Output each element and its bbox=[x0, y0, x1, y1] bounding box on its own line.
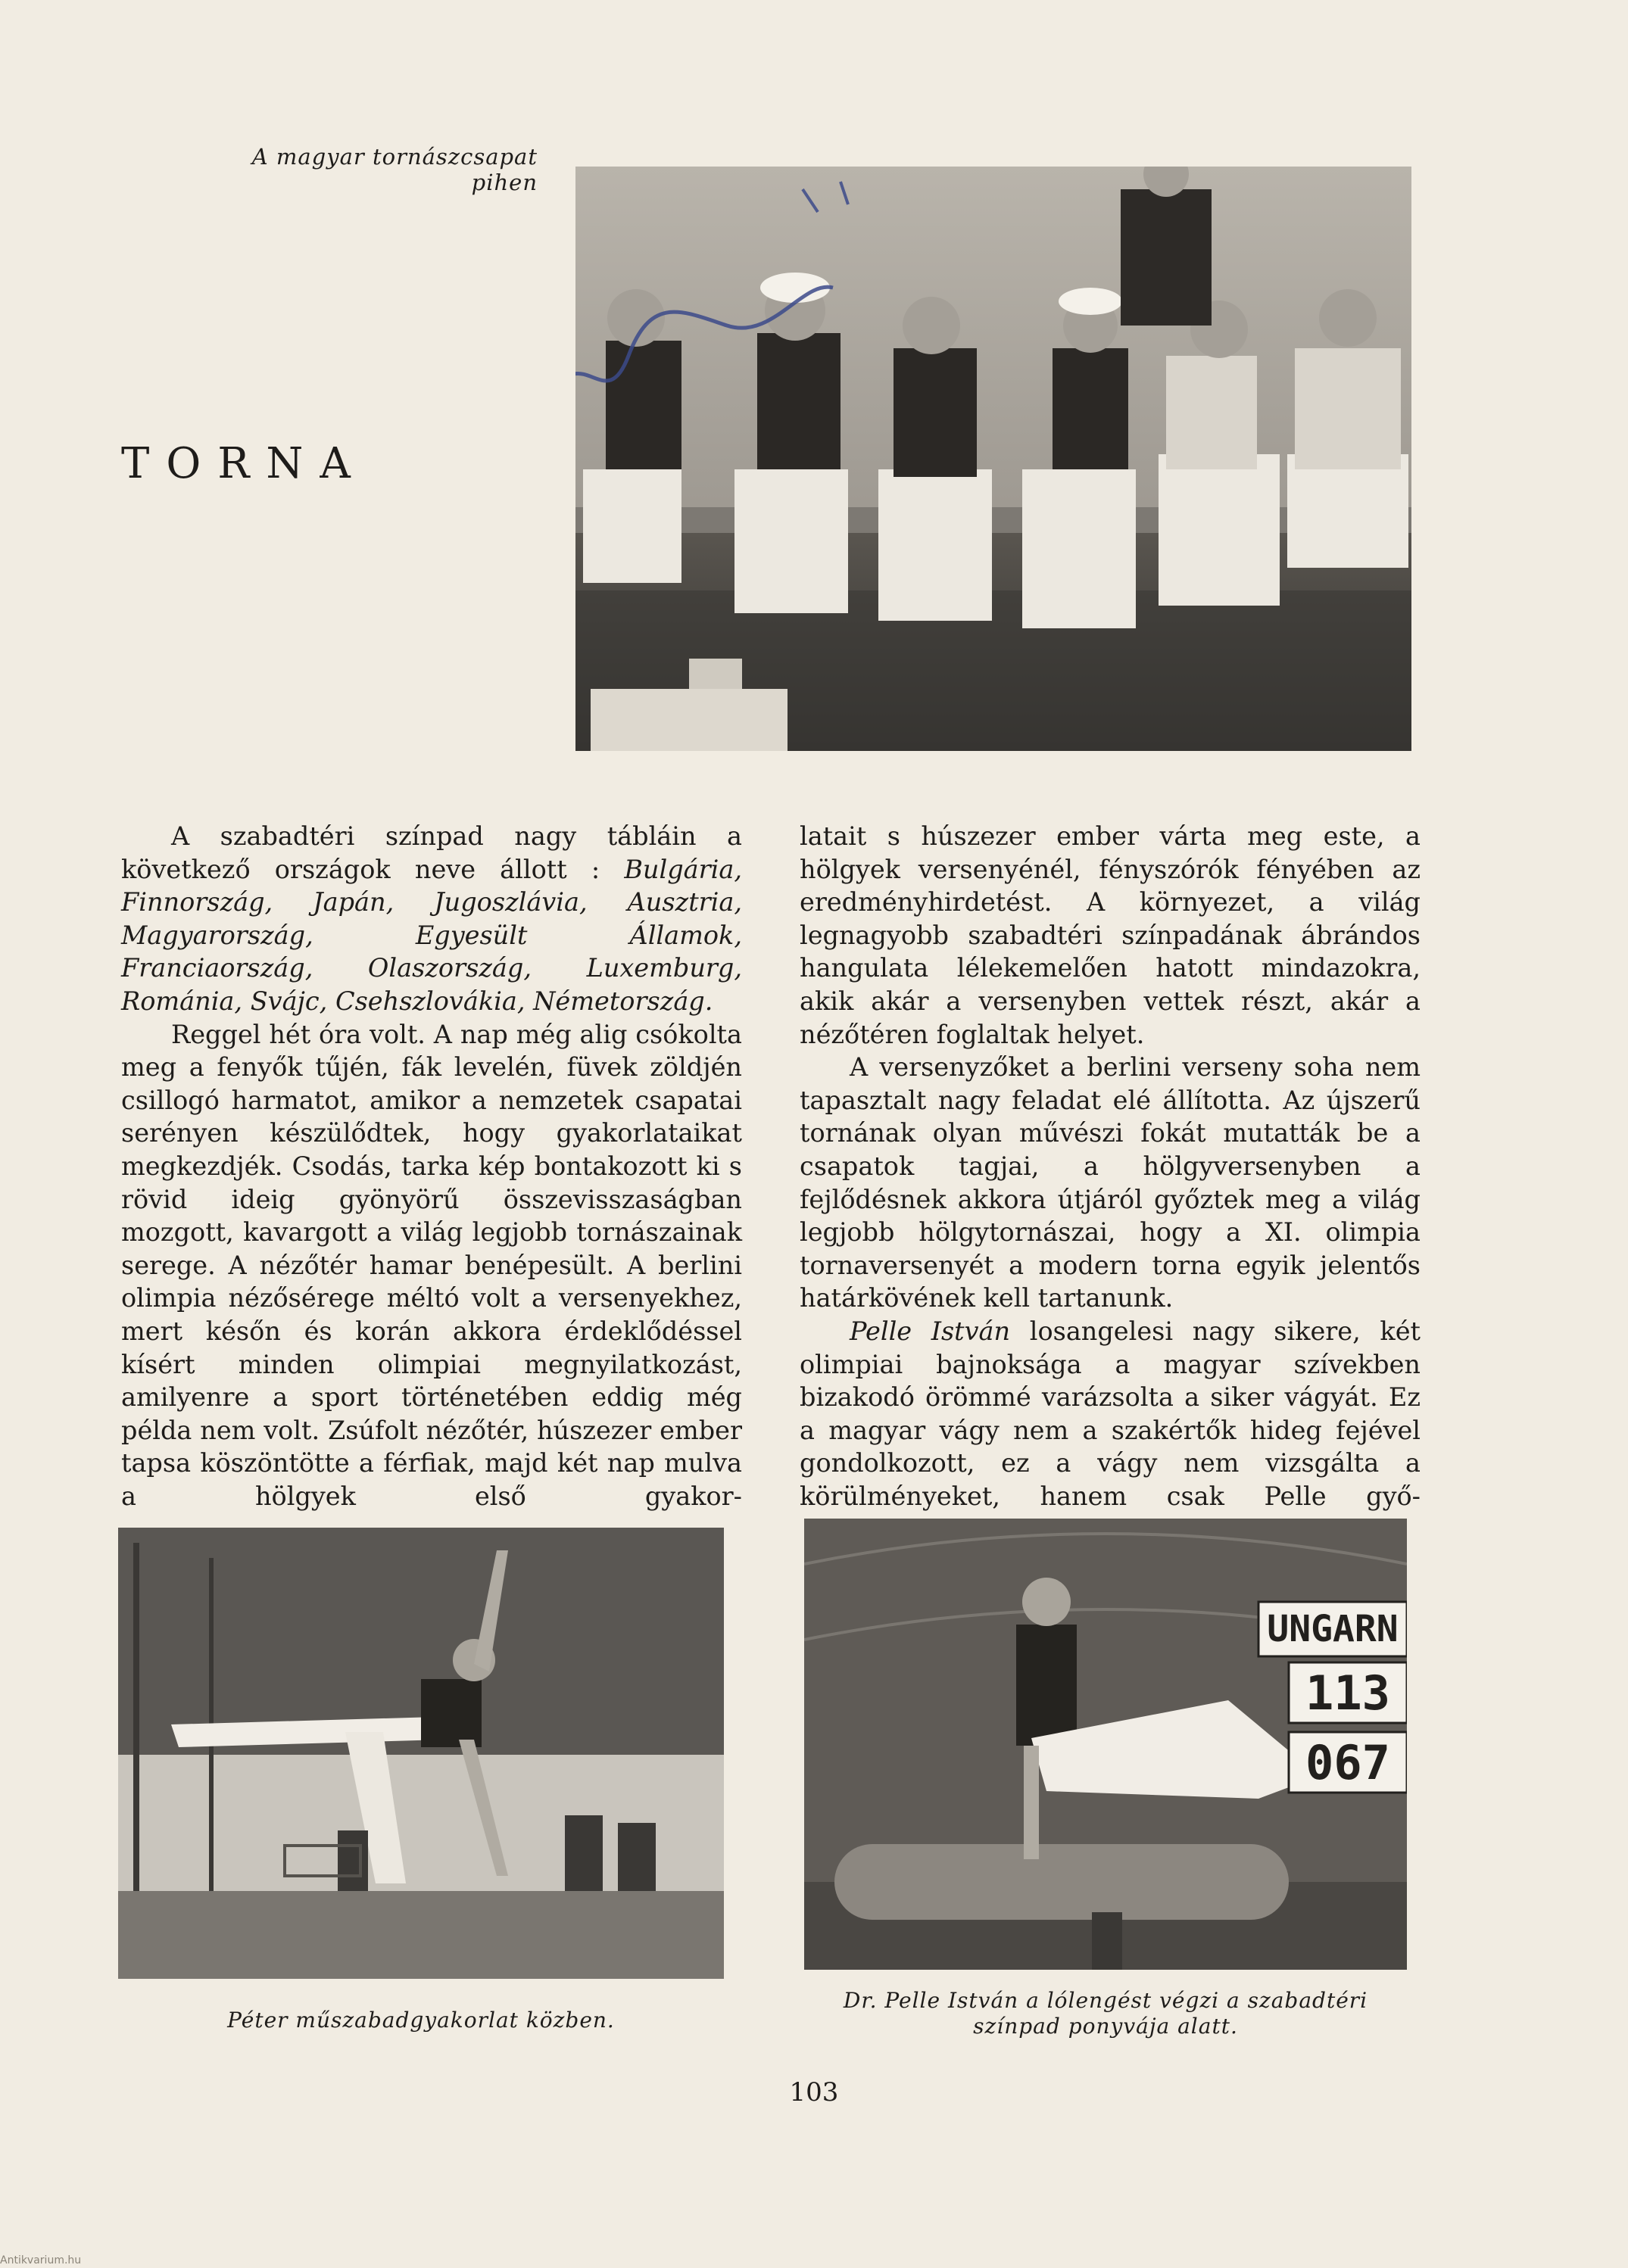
countries-intro: A szabadtéri színpad nagy tábláin a következő országok neve állott : bbox=[121, 821, 742, 884]
page-number: 103 bbox=[789, 2077, 839, 2108]
left-text-column bbox=[121, 820, 742, 1513]
top-photo-caption: A magyar tornászcsapat pihen bbox=[251, 144, 538, 195]
competitors-text: A versenyzőket a berlini verseny soha nem tapasztalt nagy feladat elé állította. Az újszerű tornának olyan művészi fokát mutatták be a csapatok tagjai, a hölgyversenyben a fejlődésnek akkora útjáról győztek meg a világ legjobb hölgytornászai, hogy a XI. olimpia tornaversenyét a modern torna egyik jelentős határkövének kell tartanunk. bbox=[800, 1052, 1421, 1313]
pommel-horse-image bbox=[804, 1519, 1407, 1970]
scoreboard-country: UNGARN bbox=[1267, 1608, 1399, 1650]
pelle-name: Pelle István bbox=[850, 1316, 1011, 1346]
pelle-text: losangelesi nagy sikere, két olimpiai bajnoksága a magyar szívekben bizakodó örömmé varázsolta a siker vágyát. Ez a magyar vágy nem a szakértők hideg fejével gondolkozott, ez a vágy nem vizsgálta a körülményeket, hanem csak Pelle győ- bbox=[800, 1316, 1421, 1511]
paragraph-continuation bbox=[800, 820, 1421, 1051]
paragraph-competitors bbox=[800, 1051, 1421, 1315]
paragraph-morning bbox=[121, 1018, 742, 1513]
pommel-horse-photo bbox=[804, 1519, 1407, 1970]
footer-watermark: Antikvarium.hu bbox=[0, 2254, 82, 2266]
floor-exercise-caption: Péter műszabadgyakorlat közben. bbox=[227, 2008, 615, 2033]
continuation-text: latait s húszezer ember várta meg este, a hölgyek versenyénél, fényszórók fényében az eredményhirdetést. A környezet, a világ legnagyobb szabadtéri színpadának ábrándos hangulata lélekemelően hatott mindazokra, akik akár a versenyben vettek részt, akár a nézőtéren foglaltak helyet. bbox=[800, 821, 1421, 1049]
team-photo-image bbox=[575, 167, 1411, 751]
paragraph-countries bbox=[121, 820, 742, 1018]
scoreboard-score-2: 067 bbox=[1305, 1735, 1390, 1790]
paragraph-pelle bbox=[800, 1315, 1421, 1513]
right-text-column bbox=[800, 820, 1421, 1513]
floor-exercise-photo bbox=[118, 1528, 724, 1979]
pommel-horse-caption: Dr. Pelle István a lólengést végzi a szabadtéri színpad ponyvája alatt. bbox=[843, 1988, 1368, 2039]
morning-text: Reggel hét óra volt. A nap még alig csókolta meg a fenyők tűjén, fák levelén, füvek zöldjén csillogó harmatot, amikor a nemzetek csapatai serényen készülődtek, hogy gyakorlataikat megkezdjék. Csodás, tarka kép bontakozott ki s rövid ideig gyönyörű összevisszaságban mozgott, kavargott a világ legjobb tornászainak serege. A nézőtér hamar benépesült. A berlini olimpia nézősérege méltó volt a versenyekhez, mert későn és korán akkora érdeklődéssel kísért minden olimpiai megnyilatkozást, amilyenre a sport történetében eddig még példa nem volt. Zsúfolt nézőtér, húszezer ember tapsa köszöntötte a férfiak, majd két nap mulva a hölgyek első gyakor- bbox=[121, 1019, 742, 1511]
section-heading: TORNA bbox=[121, 439, 367, 488]
scoreboard-score-1: 113 bbox=[1305, 1665, 1390, 1721]
team-resting-photo bbox=[575, 167, 1411, 751]
countries-list: Bulgária, Finnország, Japán, Jugoszlávia, Ausztria, Magyarország, Egyesült Államok, Franciaország, Olaszország, Luxemburg, Románia, Svájc, Csehszlovákia, Németország. bbox=[121, 854, 742, 1016]
floor-exercise-image bbox=[118, 1528, 724, 1979]
